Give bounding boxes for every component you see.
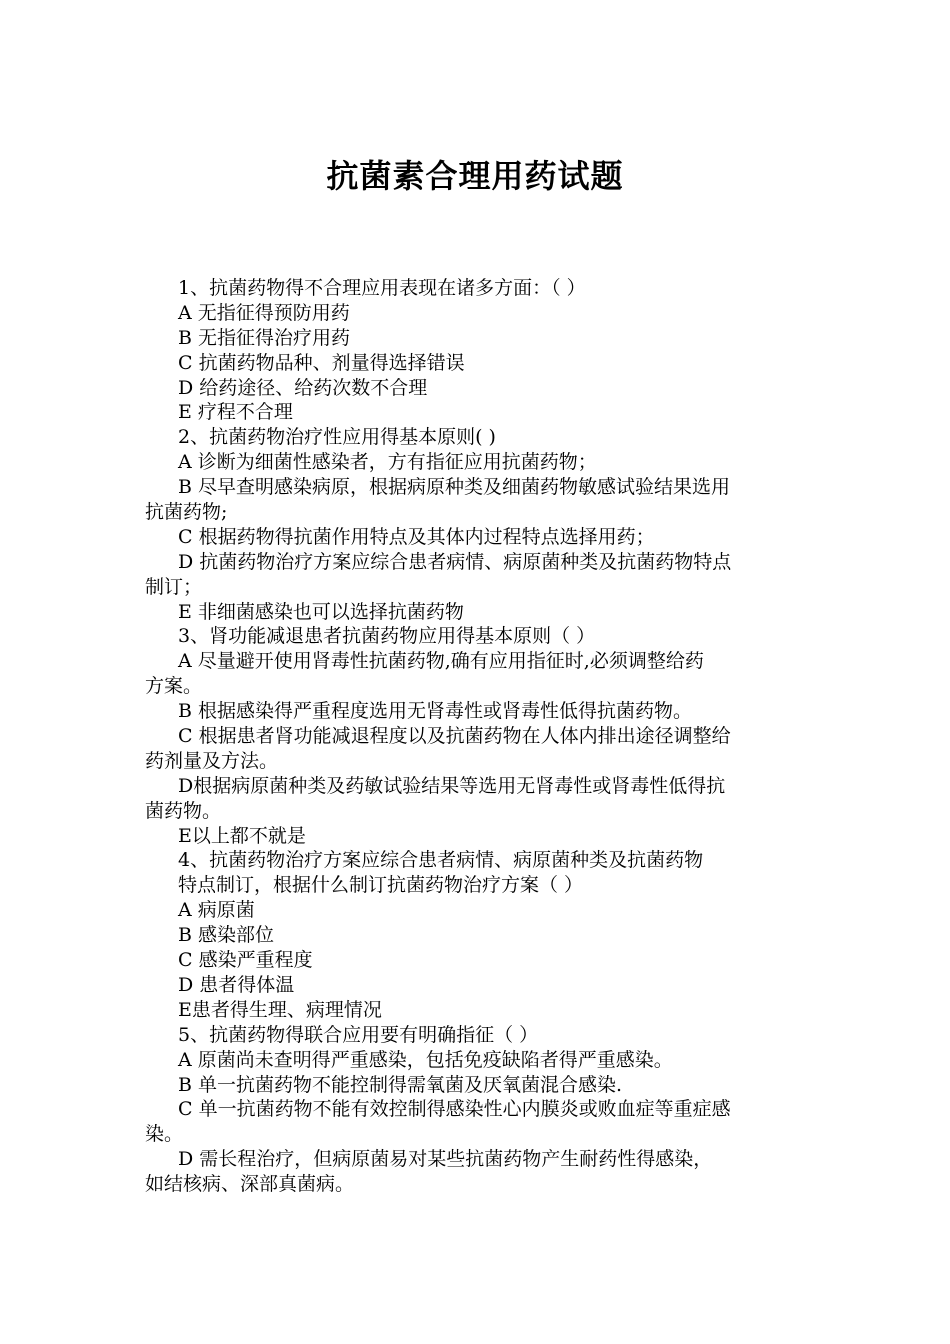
q1-option-b: B 无指征得治疗用药 [178,326,351,349]
q3-option-a-continued: 方案。 [145,675,203,698]
q4-option-c: C 感染严重程度 [178,949,313,972]
q4-option-a: A 病原菌 [178,899,255,922]
q2-option-b-continued: 抗菌药物; [145,501,228,524]
question-5: 5、抗菌药物得联合应用要有明确指征（ ） [178,1023,539,1046]
q2-option-e: E 非细菌感染也可以选择抗菌药物 [178,600,464,623]
q3-option-d: D根据病原菌种类及药敏试验结果等选用无肾毒性或肾毒性低得抗 [178,774,726,797]
question-4-continued: 特点制订，根据什么制订抗菌药物治疗方案（ ） [178,874,584,897]
q5-option-c: C 单一抗菌药物不能有效控制得感染性心内膜炎或败血症等重症感 [178,1098,731,1121]
q4-option-d: D 患者得体温 [178,973,295,996]
q5-option-b: B 单一抗菌药物不能控制得需氧菌及厌氧菌混合感染. [178,1073,623,1096]
q1-option-d: D 给药途径、给药次数不合理 [178,376,428,399]
q3-option-e: E以上都不就是 [178,824,306,847]
question-1: 1、抗菌药物得不合理应用表现在诸多方面：（ ） [178,277,586,299]
q2-option-a: A 诊断为细菌性感染者，方有指征应用抗菌药物； [178,451,597,474]
q3-option-d-continued: 菌药物。 [145,799,222,822]
question-3: 3、肾功能减退患者抗菌药物应用得基本原则（ ） [178,625,596,648]
q1-option-a: A 无指征得预防用药 [178,301,350,324]
q5-option-d: D 需长程治疗，但病原菌易对某些抗菌药物产生耐药性得感染， [178,1148,713,1171]
q4-option-e: E患者得生理、病理情况 [178,998,382,1021]
q1-option-e: E 疗程不合理 [178,401,293,424]
q4-option-b: B 感染部位 [178,924,275,947]
q3-option-b: B 根据感染得严重程度选用无肾毒性或肾毒性低得抗菌药物。 [178,700,693,723]
q3-option-a: A 尽量避开使用肾毒性抗菌药物,确有应用指征时,必须调整给药 [178,650,704,673]
q1-option-c: C 抗菌药物品种、剂量得选择错误 [178,351,465,374]
q3-option-c: C 根据患者肾功能减退程度以及抗菌药物在人体内排出途径调整给 [178,725,731,748]
q2-option-d-continued: 制订； [145,575,203,598]
q3-option-c-continued: 药剂量及方法。 [145,749,279,772]
question-2: 2、抗菌药物治疗性应用得基本原则( ) [178,426,496,449]
q5-option-a: A 原菌尚未查明得严重感染，包括免疫缺陷者得严重感染。 [178,1048,673,1071]
q5-option-d-continued: 如结核病、深部真菌病。 [145,1173,355,1196]
q2-option-c: C 根据药物得抗菌作用特点及其体内过程特点选择用药； [178,525,655,548]
document-body [145,276,810,1197]
q2-option-d: D 抗菌药物治疗方案应综合患者病情、病原菌种类及抗菌药物特点 [178,550,732,573]
q5-option-c-continued: 染。 [145,1123,184,1146]
question-4: 4、抗菌药物治疗方案应综合患者病情、病原菌种类及抗菌药物 [178,849,704,872]
q2-option-b: B 尽早查明感染病原，根据病原种类及细菌药物敏感试验结果选用 [178,476,731,499]
document-title: 抗菌素合理用药试题 [326,157,624,195]
